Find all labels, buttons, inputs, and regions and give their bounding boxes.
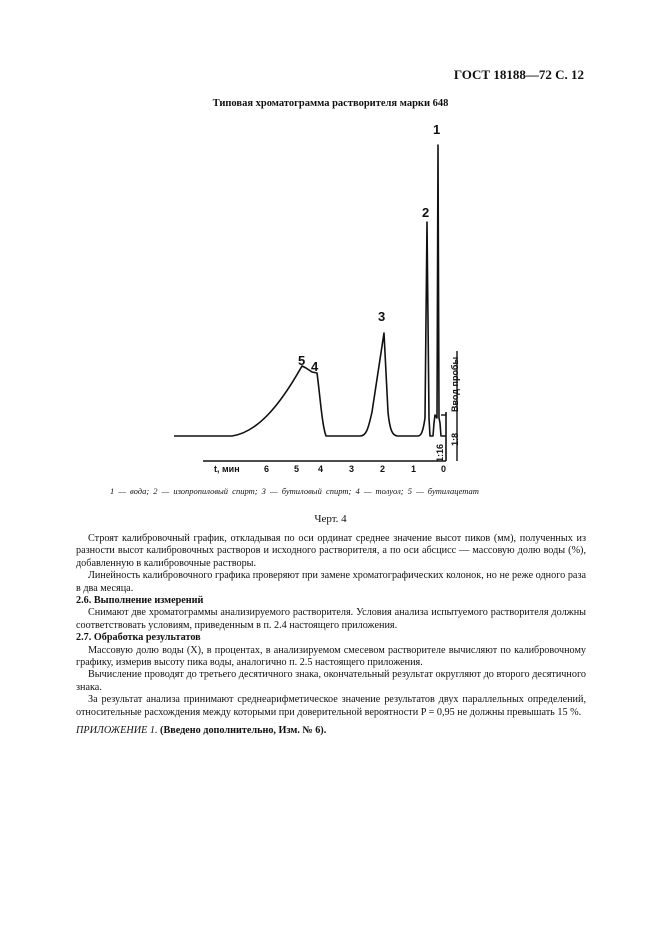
axis-label: t, мин: [214, 464, 240, 474]
peak-label-4: 4: [311, 359, 319, 374]
peak-label-1: 1: [433, 122, 441, 137]
peak-label-5: 5: [298, 353, 306, 368]
tick-label-5: 5: [294, 464, 300, 474]
injection-label: Ввод пробы: [450, 356, 460, 412]
attenuation-label-1: 1:16: [435, 443, 445, 462]
page-header: ГОСТ 18188—72 С. 12: [453, 67, 584, 82]
paragraph: Снимают две хроматограммы анализируемого растворителя. Условия анализа испытуемого растворителя должны соответствовать условиям, приведенным в п. 2.4 настоящего приложения.: [76, 607, 586, 631]
paragraph: За результат анализа принимают среднеарифметическое значение результатов двух параллельных определений, относительные расхождения между которыми при доверительной вероятности P = 0,95 не должны превышать 15 %.: [76, 694, 586, 718]
attenuation-label-2: 1:8: [450, 432, 460, 446]
paragraph: Массовую долю воды (X), в процентах, в анализируемом смесевом растворителе вычисляют по калибровочному графику, измерив высоту пика воды, аналогично п. 2.5 настоящего приложения.: [76, 644, 586, 669]
tick-label-3: 3: [349, 464, 355, 474]
paragraph: Вычисление проводят до третьего десятичного знака, окончательный результат округляют до второго десятичного знака.: [76, 669, 586, 693]
paragraph: Линейность калибровочного графика проверяют при замене хроматографических колонок, но не реже одного раза в два месяца.: [76, 570, 586, 594]
tick-label-6: 6: [264, 464, 270, 474]
figure-legend: 1 — вода; 2 — изопропиловый спирт; 3 — бутиловый спирт; 4 — толуол; 5 — бутилацетат: [110, 486, 479, 496]
appendix-ref: ПРИЛОЖЕНИЕ 1.: [76, 725, 158, 737]
paragraph: Строят калибровочный график, откладывая по оси ординат среднее значение высот пиков (мм), полученных из разности высот калибровочных растворов и исходного растворителя, а по оси абсцисс — массовую долю воды (%), добавленную в калибровочные растворы.: [76, 533, 586, 569]
section-heading: 2.7. Обработка результатов: [76, 632, 201, 644]
figure-caption: Черт. 4: [314, 513, 347, 525]
peak-label-3: 3: [378, 309, 386, 324]
tick-label-2: 2: [380, 464, 386, 474]
figure-title: Типовая хроматограмма растворителя марки 648: [212, 98, 449, 109]
amendment-text: (Введено дополнительно, Изм. № 6).: [160, 725, 327, 737]
tick-label-0: 0: [441, 464, 447, 474]
amendment-note: [76, 725, 586, 737]
body-text: [76, 533, 586, 738]
peak-label-2: 2: [422, 205, 430, 220]
tick-label-1: 1: [411, 464, 417, 474]
tick-label-4: 4: [318, 464, 324, 474]
chromatogram-trace: [174, 145, 446, 436]
section-heading: 2.6. Выполнение измерений: [76, 595, 204, 607]
